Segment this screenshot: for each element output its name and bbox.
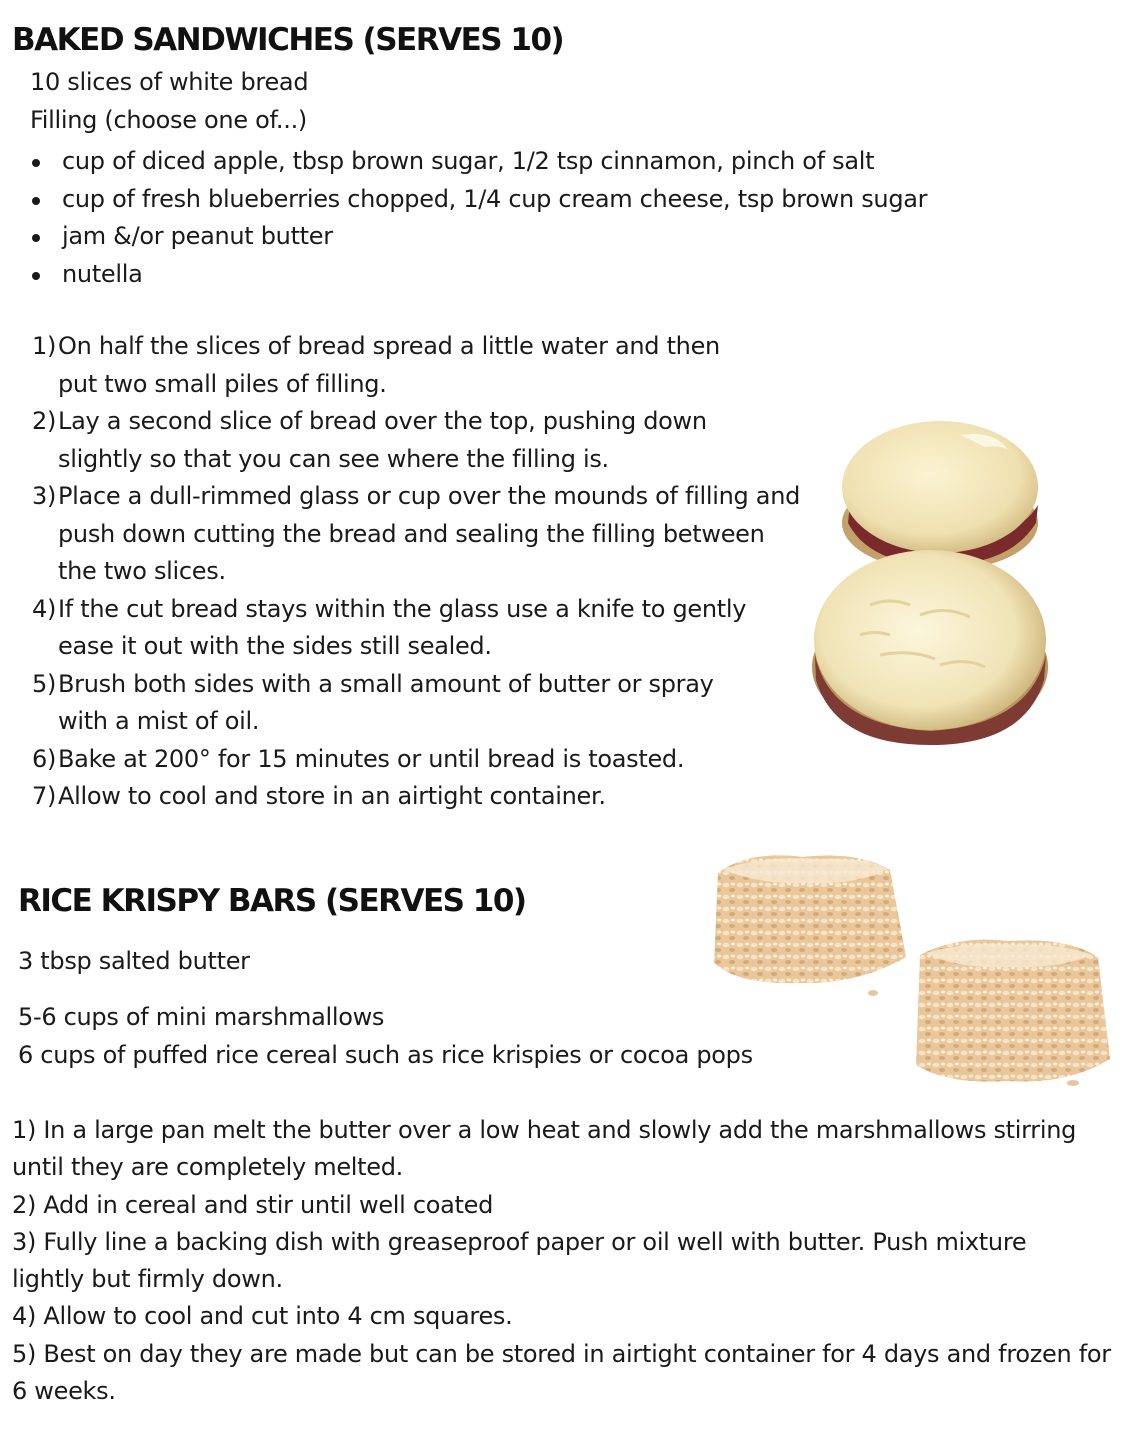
ingredient-bread: 10 slices of white bread	[30, 68, 309, 96]
method-step	[32, 478, 803, 591]
step-number: 3)	[32, 482, 57, 510]
method-step	[32, 403, 793, 478]
filling-option: jam &/or peanut butter	[30, 218, 927, 256]
step-number: 2)	[32, 407, 57, 435]
filling-option: nutella	[30, 256, 927, 294]
step-text: Bake at 200° for 15 minutes or until bread is toasted.	[58, 744, 685, 773]
step-text: Allow to cool and store in an airtight container.	[58, 782, 606, 810]
step-text: On half the slices of bread spread a little water and then put two small piles of filling.	[58, 332, 720, 398]
filling-option: cup of fresh blueberries chopped, 1/4 cup cream cheese, tsp brown sugar	[30, 181, 927, 219]
rice-krispy-bars-photo	[708, 845, 1118, 1090]
step-number: 1)	[32, 332, 57, 360]
step-number: 7)	[32, 782, 57, 810]
method-step	[32, 328, 763, 403]
filling-option: cup of diced apple, tbsp brown sugar, 1/2 tsp cinnamon, pinch of salt	[30, 143, 927, 181]
step-text: Lay a second slice of bread over the top, pushing down slightly so that you can see where the filling is.	[58, 407, 707, 473]
method-step: 4) Allow to cool and cut into 4 cm squares.	[12, 1302, 513, 1331]
method-paragraphs	[12, 1112, 1132, 1410]
step-text: Place a dull-rimmed glass or cup over the mounds of filling and push down cutting the bread and sealing the filling between the two slices.	[58, 482, 801, 585]
method-step	[32, 778, 818, 816]
recipe-title: RICE KRISPY BARS (SERVES 10)	[18, 883, 526, 919]
filling-heading: Filling (choose one of...)	[30, 106, 307, 134]
method-step	[32, 591, 778, 666]
ingredient-marshmallows: 5-6 cups of mini marshmallows	[18, 1003, 385, 1031]
step-text: If the cut bread stays within the glass use a knife to gently ease it out with the sides still sealed.	[58, 594, 747, 660]
filling-list	[30, 143, 927, 293]
step-text: Brush both sides with a small amount of butter or spray with a mist of oil.	[58, 669, 714, 735]
method-step: 5) Best on day they are made but can be stored in airtight container for 4 days and frozen for 6 weeks.	[12, 1339, 1111, 1406]
recipe-title: BAKED SANDWICHES (SERVES 10)	[12, 22, 564, 58]
method-step: 1) In a large pan melt the butter over a low heat and slowly add the marshmallows stirring until they are completely melted.	[12, 1116, 1077, 1182]
baked-sandwiches-photo	[810, 405, 1125, 760]
method-list	[32, 328, 801, 816]
method-step: 2) Add in cereal and stir until well coated	[12, 1190, 494, 1219]
ingredient-cereal: 6 cups of puffed rice cereal such as rice krispies or cocoa pops	[18, 1041, 753, 1069]
step-number: 4)	[32, 594, 57, 623]
method-step	[32, 666, 763, 741]
method-step	[32, 741, 818, 779]
step-number: 5)	[32, 669, 57, 698]
step-number: 6)	[32, 744, 57, 773]
ingredient-butter: 3 tbsp salted butter	[18, 947, 250, 975]
method-step: 3) Fully line a backing dish with greaseproof paper or oil well with butter. Push mixture lightly but firmly down.	[12, 1227, 1027, 1294]
